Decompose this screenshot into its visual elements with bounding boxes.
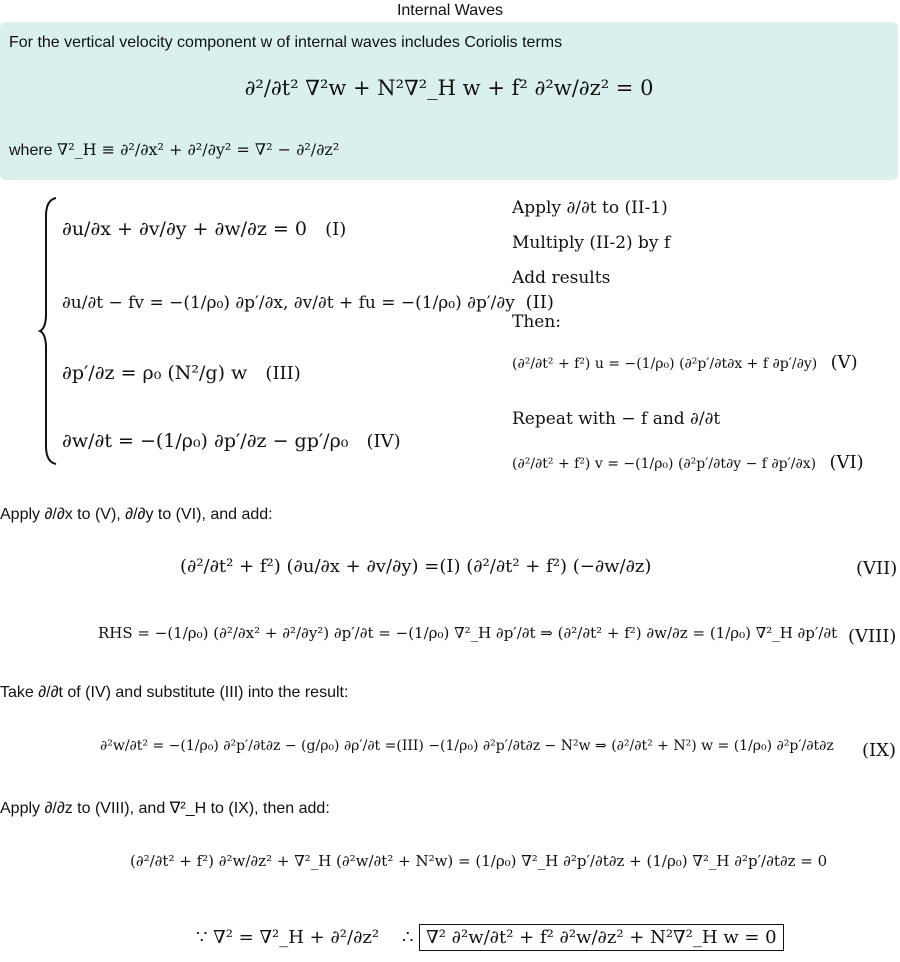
step-repeat: Repeat with − f and ∂/∂t — [512, 409, 721, 429]
equation-II-body: ∂u/∂t − fv = −(1/ρ₀) ∂p′/∂x, ∂v/∂t + fu = −(1/ρ₀) ∂p′/∂y — [62, 293, 515, 313]
final-equation: ∇² ∂²w/∂t² + f² ∂²w/∂z² + N²∇²_H w = 0 — [426, 927, 777, 948]
equation-V-body: (∂²/∂t² + f²) u = −(1/ρ₀) (∂²p′/∂t∂x + f ∂p′/∂y) — [512, 356, 818, 372]
step-apply-dx-dy: Apply ∂/∂x to (V), ∂/∂y to (VI), and add: — [0, 506, 273, 523]
equation-III-body: ∂p′/∂z = ρ₀ (N²/g) w — [62, 362, 248, 384]
because-statement: ∵ ∇² = ∇²_H + ∂²/∂z² — [196, 927, 380, 948]
where-label: where — [9, 142, 53, 159]
tag-III: (III) — [265, 363, 301, 384]
step-add-results: Add results — [512, 268, 611, 288]
summary-equation: ∂²/∂t² ∇²w + N²∇²_H w + f² ∂²w/∂z² = 0 — [244, 76, 654, 100]
equation-I — [62, 218, 346, 240]
where-equation: ∇²_H ≡ ∂²/∂x² + ∂²/∂y² = ∇² − ∂²/∂z² — [57, 140, 340, 159]
summary-box — [0, 22, 898, 180]
final-line — [196, 924, 784, 951]
equation-III — [62, 362, 301, 384]
equation-I-body: ∂u/∂x + ∂v/∂y + ∂w/∂z = 0 — [62, 218, 307, 240]
step-then: Then: — [512, 312, 562, 332]
tag-IV: (IV) — [366, 431, 401, 452]
system-brace — [38, 196, 60, 466]
therefore-symbol: ∴ — [401, 927, 414, 948]
equation-VII: (∂²/∂t² + f²) (∂u/∂x + ∂v/∂y) =(I) (∂²/∂t² + f²) (−∂w/∂z) — [180, 556, 652, 577]
tag-VI: (VI) — [829, 452, 864, 473]
equation-VI — [512, 452, 864, 473]
page-title: Internal Waves — [396, 2, 504, 19]
tag-V: (V) — [830, 352, 858, 373]
equation-VI-body: (∂²/∂t² + f²) v = −(1/ρ₀) (∂²p′/∂t∂y − f ∂p′/∂x) — [512, 456, 817, 472]
step-take-dt: Take ∂/∂t of (IV) and substitute (III) into the result: — [0, 684, 349, 701]
tag-VIII: (VIII) — [848, 626, 897, 647]
tag-II: (II) — [525, 292, 554, 313]
summary-intro: For the vertical velocity component w of internal waves includes Coriolis terms — [9, 34, 563, 51]
where-line — [9, 140, 339, 160]
tag-I: (I) — [325, 219, 347, 240]
tag-IX: (IX) — [862, 740, 896, 761]
step-apply-dt: Apply ∂/∂t to (II-1) — [512, 198, 668, 218]
equation-IV — [62, 430, 401, 452]
equation-IX: ∂²w/∂t² = −(1/ρ₀) ∂²p′/∂t∂z − (g/ρ₀) ∂ρ′/∂t =(III) −(1/ρ₀) ∂²p′/∂t∂z − N²w ⇒ (∂²/∂t² + N²) w = (1/ρ₀) ∂²p′/∂t∂z — [100, 738, 834, 754]
step-apply-dz: Apply ∂/∂z to (VIII), and ∇²_H to (IX), then add: — [0, 800, 330, 817]
equation-II — [62, 292, 554, 313]
equation-X: (∂²/∂t² + f²) ∂²w/∂z² + ∇²_H (∂²w/∂t² + N²w) = (1/ρ₀) ∇²_H ∂²p′/∂t∂z + (1/ρ₀) ∇²_H ∂²p′/∂t∂z = 0 — [130, 852, 828, 870]
equation-VIII: RHS = −(1/ρ₀) (∂²/∂x² + ∂²/∂y²) ∂p′/∂t = −(1/ρ₀) ∇²_H ∂p′/∂t ⇒ (∂²/∂t² + f²) ∂w/∂z = (1/ρ₀) ∇²_H ∂p′/∂t — [98, 624, 838, 642]
step-multiply-f: Multiply (II-2) by f — [512, 233, 671, 253]
tag-VII: (VII) — [856, 558, 898, 579]
final-result-box — [419, 924, 783, 951]
equation-V — [512, 352, 858, 373]
equation-IV-body: ∂w/∂t = −(1/ρ₀) ∂p′/∂z − gp′/ρ₀ — [62, 430, 349, 452]
